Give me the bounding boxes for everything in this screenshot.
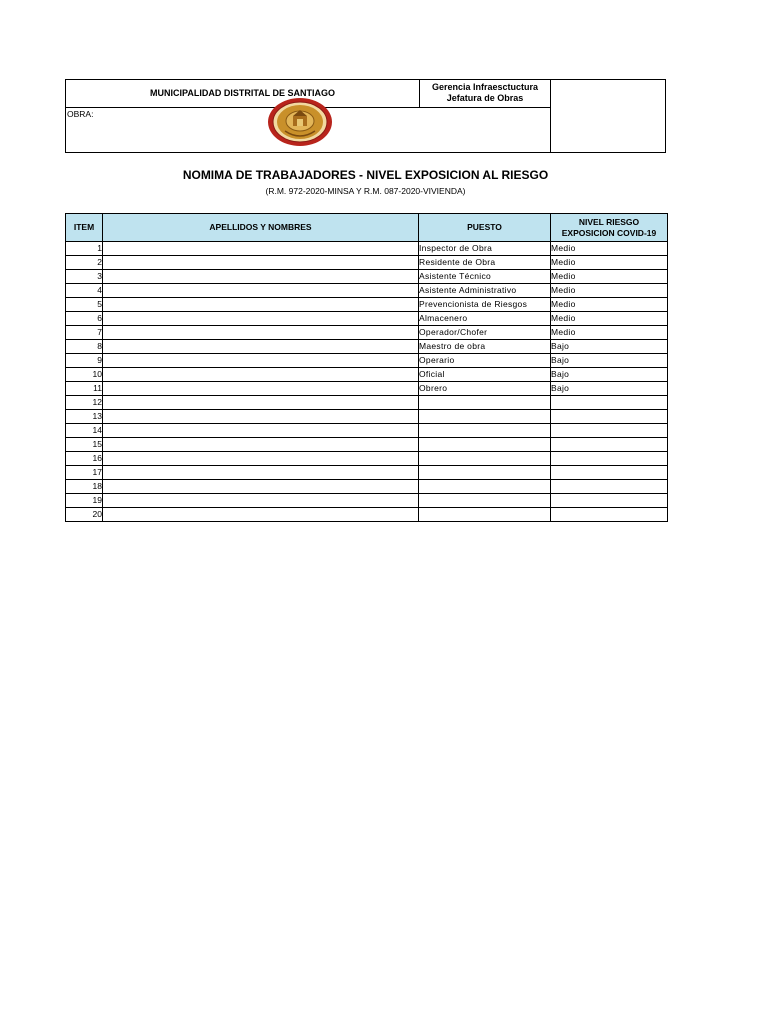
item-cell: 14 <box>66 424 103 438</box>
name-cell <box>103 312 419 326</box>
item-cell: 18 <box>66 480 103 494</box>
nivel-cell: Medio <box>551 326 668 340</box>
item-cell: 19 <box>66 494 103 508</box>
column-header-name: APELLIDOS Y NOMBRES <box>103 214 419 242</box>
item-cell: 3 <box>66 270 103 284</box>
column-header-puesto: PUESTO <box>419 214 551 242</box>
puesto-cell <box>419 424 551 438</box>
item-cell: 17 <box>66 466 103 480</box>
name-cell <box>103 340 419 354</box>
name-cell <box>103 270 419 284</box>
puesto-cell: Operador/Chofer <box>419 326 551 340</box>
item-cell: 11 <box>66 382 103 396</box>
table-row <box>66 312 668 326</box>
page-title: NOMIMA DE TRABAJADORES - NIVEL EXPOSICION AL RIESGO <box>182 168 549 182</box>
nivel-cell: Bajo <box>551 354 668 368</box>
nivel-cell: Medio <box>551 256 668 270</box>
puesto-cell: Operario <box>419 354 551 368</box>
item-cell: 16 <box>66 452 103 466</box>
item-cell: 9 <box>66 354 103 368</box>
table-row <box>66 508 668 522</box>
name-cell <box>103 494 419 508</box>
puesto-cell: Maestro de obra <box>419 340 551 354</box>
item-cell: 12 <box>66 396 103 410</box>
column-header-nivel <box>551 214 668 242</box>
nivel-cell: Bajo <box>551 340 668 354</box>
item-cell: 13 <box>66 410 103 424</box>
item-cell: 7 <box>66 326 103 340</box>
name-cell <box>103 326 419 340</box>
table-row <box>66 438 668 452</box>
puesto-cell <box>419 452 551 466</box>
table-row <box>66 466 668 480</box>
name-cell <box>103 396 419 410</box>
nivel-cell: Bajo <box>551 368 668 382</box>
nivel-cell: Medio <box>551 298 668 312</box>
nivel-cell: Medio <box>551 284 668 298</box>
puesto-cell <box>419 508 551 522</box>
table-row <box>66 382 668 396</box>
table-row <box>66 270 668 284</box>
name-cell <box>103 466 419 480</box>
item-cell: 8 <box>66 340 103 354</box>
nivel-cell <box>551 452 668 466</box>
table-row <box>66 480 668 494</box>
name-cell <box>103 438 419 452</box>
puesto-cell <box>419 494 551 508</box>
table-row <box>66 424 668 438</box>
nivel-cell <box>551 480 668 494</box>
obra-label: OBRA: <box>67 109 94 119</box>
table-row <box>66 298 668 312</box>
name-cell <box>103 382 419 396</box>
name-cell <box>103 480 419 494</box>
puesto-cell <box>419 480 551 494</box>
nivel-cell <box>551 438 668 452</box>
puesto-cell: Asistente Administrativo <box>419 284 551 298</box>
puesto-cell: Asistente Técnico <box>419 270 551 284</box>
item-cell: 2 <box>66 256 103 270</box>
table-row <box>66 340 668 354</box>
nivel-cell: Medio <box>551 242 668 256</box>
nivel-cell: Medio <box>551 270 668 284</box>
puesto-cell <box>419 396 551 410</box>
nivel-cell <box>551 396 668 410</box>
name-cell <box>103 452 419 466</box>
name-cell <box>103 256 419 270</box>
puesto-cell: Oficial <box>419 368 551 382</box>
name-cell <box>103 354 419 368</box>
puesto-cell <box>419 410 551 424</box>
table-row <box>66 284 668 298</box>
column-header-item: ITEM <box>66 214 103 242</box>
table-row <box>66 494 668 508</box>
name-cell <box>103 508 419 522</box>
item-cell: 15 <box>66 438 103 452</box>
document-header <box>65 79 666 153</box>
name-cell <box>103 368 419 382</box>
column-header-nivel-line-2: EXPOSICION COVID-19 <box>561 227 657 238</box>
item-cell: 4 <box>66 284 103 298</box>
puesto-cell: Obrero <box>419 382 551 396</box>
puesto-cell: Almacenero <box>419 312 551 326</box>
column-header-nivel-line-1: NIVEL RIESGO <box>578 216 640 227</box>
nivel-cell <box>551 494 668 508</box>
item-cell: 6 <box>66 312 103 326</box>
puesto-cell: Residente de Obra <box>419 256 551 270</box>
table-row <box>66 410 668 424</box>
item-cell: 1 <box>66 242 103 256</box>
name-cell <box>103 424 419 438</box>
table-row <box>66 242 668 256</box>
nivel-cell <box>551 508 668 522</box>
puesto-cell: Prevencionista de Riesgos <box>419 298 551 312</box>
nivel-cell: Medio <box>551 312 668 326</box>
workers-table <box>65 213 668 522</box>
table-row <box>66 396 668 410</box>
puesto-cell: Inspector de Obra <box>419 242 551 256</box>
municipality-name: MUNICIPALIDAD DISTRITAL DE SANTIAGO <box>66 80 420 108</box>
name-cell <box>103 298 419 312</box>
table-row <box>66 368 668 382</box>
table-row <box>66 354 668 368</box>
name-cell <box>103 284 419 298</box>
nivel-cell <box>551 424 668 438</box>
nivel-cell <box>551 466 668 480</box>
name-cell <box>103 242 419 256</box>
item-cell: 5 <box>66 298 103 312</box>
department-cell <box>420 80 551 108</box>
department-line-2: Jefatura de Obras <box>446 93 524 103</box>
table-row <box>66 326 668 340</box>
table-row <box>66 256 668 270</box>
table-header-row <box>66 214 668 242</box>
puesto-cell <box>419 466 551 480</box>
puesto-cell <box>419 438 551 452</box>
item-cell: 20 <box>66 508 103 522</box>
name-cell <box>103 410 419 424</box>
nivel-cell <box>551 410 668 424</box>
municipal-seal-icon <box>267 97 333 147</box>
item-cell: 10 <box>66 368 103 382</box>
table-row <box>66 452 668 466</box>
department-line-1: Gerencia Infraesctuctura <box>431 82 539 92</box>
nivel-cell: Bajo <box>551 382 668 396</box>
page-subtitle: (R.M. 972-2020-MINSA Y R.M. 087-2020-VIVIENDA) <box>265 186 466 196</box>
header-blank-cell <box>551 80 665 152</box>
